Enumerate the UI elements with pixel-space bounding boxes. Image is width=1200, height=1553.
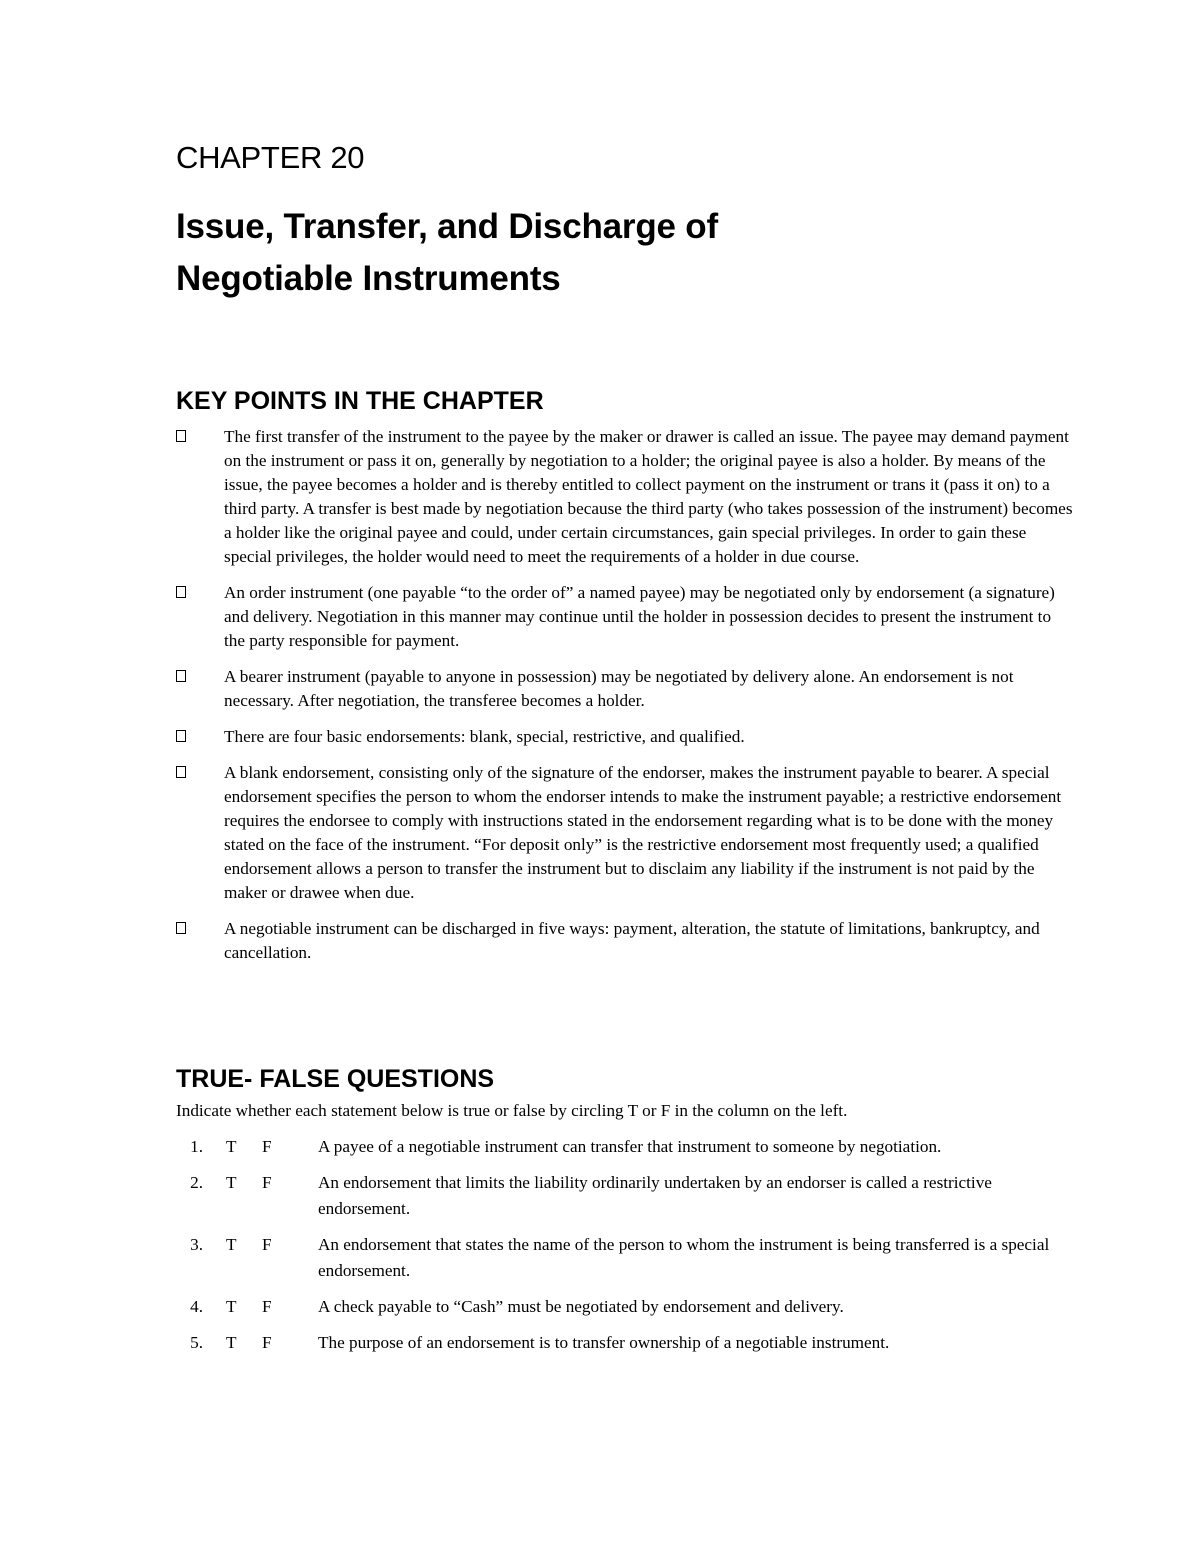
key-point-text: The first transfer of the instrument to the payee by the maker or drawer is called an issue. The payee may demand payment on the instrument or pass it on, generally by negotiation to a holder; the original payee is also a holder. By means of the issue, the payee becomes a holder and is thereby entitled to collect payment on the instrument or trans it (pass it on) to a third party. A transfer is best made by negotiation because the third party (who takes possession of the instrument) becomes a holder like the original payee and could, under certain circumstances, gain special privileges. In order to gain these special privileges, the holder would need to meet the requirements of a holder in due course. [224,427,1073,566]
true-false-question [176,1330,1076,1356]
true-false-question [176,1294,1076,1320]
true-false-question [176,1232,1076,1284]
question-number: 4. [190,1297,203,1316]
key-point-item [176,725,1076,749]
chapter-title-line-2: Negotiable Instruments [176,259,561,298]
true-false-instructions: Indicate whether each statement below is true or false by circling T or F in the column on the left. [176,1101,848,1120]
square-bullet-icon [176,430,186,442]
key-point-text: A negotiable instrument can be discharged in five ways: payment, alteration, the statute of limitations, bankruptcy, and cancellation. [224,919,1040,962]
chapter-label: CHAPTER 20 [176,140,365,175]
true-false-question [176,1134,1076,1160]
square-bullet-icon [176,766,186,778]
square-bullet-icon [176,922,186,934]
question-number: 3. [190,1235,203,1254]
key-point-text: An order instrument (one payable “to the order of” a named payee) may be negotiated only by endorsement (a signature) and delivery. Negotiation in this manner may continue until the holder in possession decides to present the instrument to the party responsible for payment. [224,583,1055,650]
question-number: 2. [190,1173,203,1192]
false-option[interactable]: F [262,1297,272,1316]
false-option[interactable]: F [262,1333,272,1352]
true-false-question [176,1170,1076,1222]
key-points-list [176,425,1076,977]
key-points-heading: KEY POINTS IN THE CHAPTER [176,387,544,415]
key-point-item [176,581,1076,653]
square-bullet-icon [176,730,186,742]
true-option[interactable]: T [226,1137,237,1156]
key-point-text: A bearer instrument (payable to anyone in possession) may be negotiated by delivery alone. An endorsement is not necessary. After negotiation, the transferee becomes a holder. [224,667,1014,710]
true-option[interactable]: T [226,1235,237,1254]
question-statement: The purpose of an endorsement is to transfer ownership of a negotiable instrument. [318,1333,890,1352]
false-option[interactable]: F [262,1137,272,1156]
true-false-heading: TRUE- FALSE QUESTIONS [176,1065,495,1093]
key-point-item [176,761,1076,905]
false-option[interactable]: F [262,1173,272,1192]
question-number: 1. [190,1137,203,1156]
chapter-title [176,201,996,305]
question-statement: An endorsement that limits the liability ordinarily undertaken by an endorser is called a restrictive endorsement. [318,1173,992,1218]
chapter-title-line-1: Issue, Transfer, and Discharge of [176,207,718,246]
key-point-item [176,917,1076,965]
key-point-item [176,665,1076,713]
true-option[interactable]: T [226,1297,237,1316]
question-statement: A payee of a negotiable instrument can transfer that instrument to someone by negotiation. [318,1137,942,1156]
key-point-text: There are four basic endorsements: blank, special, restrictive, and qualified. [224,727,745,746]
true-option[interactable]: T [226,1333,237,1352]
question-statement: A check payable to “Cash” must be negotiated by endorsement and delivery. [318,1297,844,1316]
true-false-question-list [176,1134,1076,1366]
key-point-text: A blank endorsement, consisting only of the signature of the endorser, makes the instrument payable to bearer. A special endorsement specifies the person to whom the endorser intends to make the instrument payable; a restrictive endorsement requires the endorsee to comply with instructions stated in the endorsement regarding what is to be done with the money stated on the face of the instrument. “For deposit only” is the restrictive endorsement most frequently used; a qualified endorsement allows a person to transfer the instrument but to disclaim any liability if the instrument is not paid by the maker or drawee when due. [224,763,1062,902]
false-option[interactable]: F [262,1235,272,1254]
true-option[interactable]: T [226,1173,237,1192]
question-number: 5. [190,1333,203,1352]
square-bullet-icon [176,586,186,598]
key-point-item [176,425,1076,569]
question-statement: An endorsement that states the name of the person to whom the instrument is being transferred is a special endorsement. [318,1235,1050,1280]
square-bullet-icon [176,670,186,682]
